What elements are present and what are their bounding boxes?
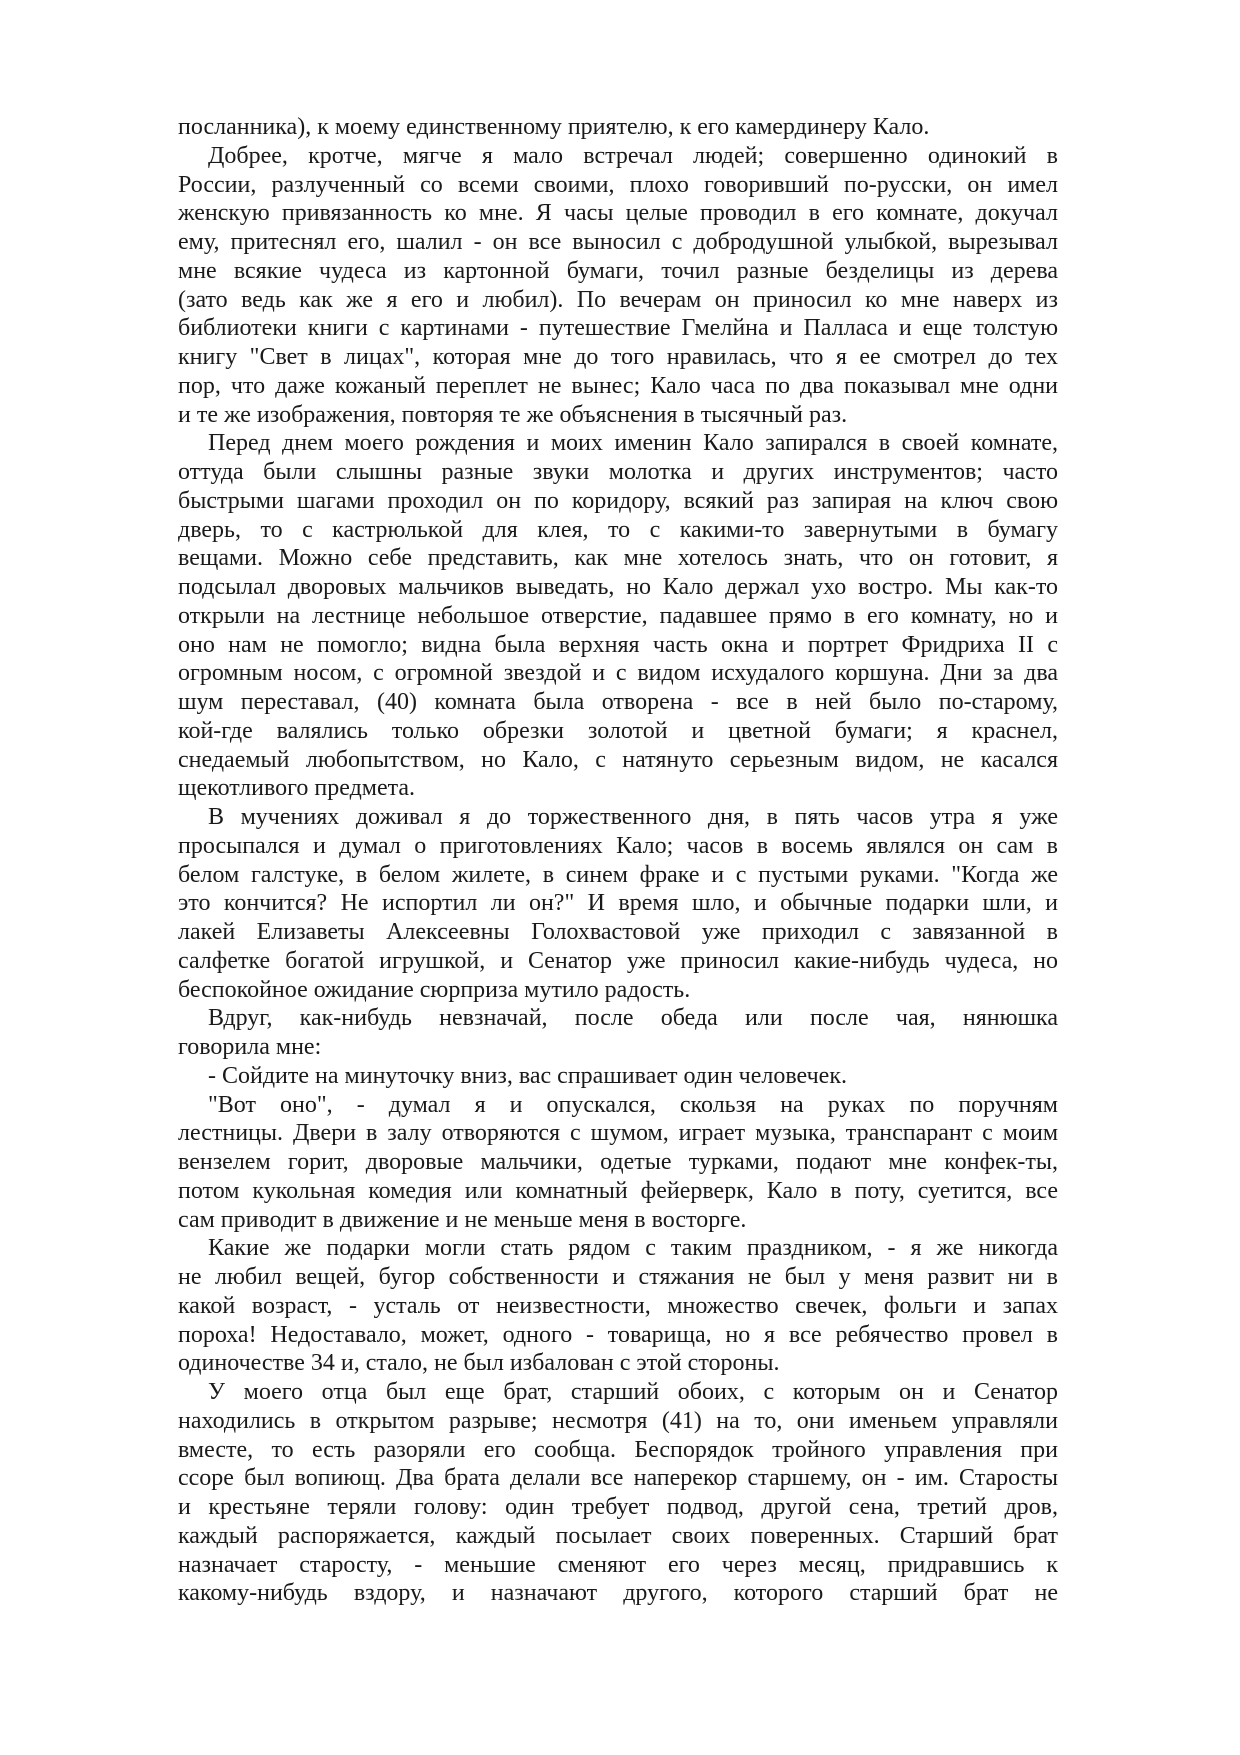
paragraph — [178, 1062, 1058, 1091]
text-line: женскую привязанность ко мне. Я часы целые проводил в его комнате, докучал — [178, 200, 1058, 227]
text-line: книгу "Свет в лицах", которая мне до того нравилась, что я ее смотрел до тех — [178, 344, 1058, 370]
text-line: не любил вещей, бугор собственности и стяжания не был у меня развит ни в — [178, 1264, 1058, 1290]
text-line: каждый распоряжается, каждый посылает своих поверенных. Старший брат — [178, 1522, 1058, 1549]
text-line: Вдруг, как-нибудь невзначай, после обеда или после чая, нянюшка — [208, 1005, 1058, 1032]
paragraph — [178, 1004, 1058, 1062]
text-line: ему, притеснял его, шалил - он все выносил с добродушной улыбкой, вырезывал — [178, 229, 1058, 255]
text-line: лакей Елизаветы Алексеевны Голохвастовой уже приходил с завязанной в — [178, 919, 1058, 945]
text-line: В мучениях доживал я до торжественного дня, в пять часов утра я уже — [208, 804, 1058, 830]
text-line: У моего отца был еще брат, старший обоих, с которым он и Сенатор — [208, 1379, 1058, 1405]
text-line: салфетке богатой игрушкой, и Сенатор уже приносил какие-нибудь чудеса, но — [178, 947, 1058, 974]
text-line: снедаемый любопытством, но Кало, с натянуто серьезным видом, не касался — [178, 746, 1058, 773]
text-line: вензелем горит, дворовые мальчики, одетые турками, подают мне конфек-ты, — [178, 1149, 1058, 1175]
text-line: находились в открытом разрыве; несмотря (41) на то, они именьем управляли — [178, 1407, 1058, 1434]
text-line: беспокойное ожидание сюрприза мутило радость. — [178, 976, 691, 1003]
body-text — [178, 113, 1058, 1608]
paragraph — [178, 142, 1058, 430]
text-line: вместе, то есть разоряли его сообща. Беспорядок тройного управления при — [178, 1436, 1058, 1463]
text-line: пор, что даже кожаный переплет не вынес; Кало часа по два показывал мне одни — [178, 372, 1058, 399]
paragraph — [178, 1091, 1058, 1235]
paragraph — [178, 1378, 1058, 1608]
text-line: и крестьяне теряли голову: один требует подвод, другой сена, третий дров, — [178, 1494, 1058, 1520]
text-line: щекотливого предмета. — [178, 775, 416, 802]
text-line: сам приводит в движение и не меньше меня в восторге. — [178, 1206, 747, 1233]
text-line: оно нам не помогло; видна была верхняя часть окна и портрет Фридриха II с — [178, 631, 1058, 658]
text-line: (зато ведь как же я его и любил). По вечерам он приносил ко мне наверх из — [178, 286, 1058, 313]
paragraph — [178, 429, 1058, 803]
text-line: Добрее, кротче, мягче я мало встречал людей; совершенно одинокий в — [208, 142, 1058, 169]
text-line: "Вот оно", - думал я и опускался, скользя на руках по поручням — [208, 1091, 1058, 1118]
text-line: назначает старосту, - меньшие сменяют его через месяц, придравшись к — [178, 1551, 1058, 1578]
text-line: Какие же подарки могли стать рядом с таким праздником, - я же никогда — [208, 1235, 1058, 1262]
text-line: Перед днем моего рождения и моих именин Кало запирался в своей комнате, — [208, 430, 1058, 457]
text-line: оттуда были слышны разные звуки молотка и других инструментов; часто — [178, 459, 1058, 485]
paragraph — [178, 803, 1058, 1004]
text-line: какой возраст, - усталь от неизвестности, множество свечек, фольги и запах — [178, 1292, 1058, 1319]
text-line: - Сойдите на минуточку вниз, вас спрашивает один человечек. — [208, 1062, 847, 1089]
text-line: какому-нибудь вздору, и назначают другого, которого старший брат не — [178, 1580, 1058, 1607]
text-line: вещами. Можно себе представить, как мне хотелось знать, что он готовит, я — [178, 545, 1058, 572]
text-line: говорила мне: — [178, 1034, 322, 1060]
text-line: России, разлученный со всеми своими, плохо говоривший по-русски, он имел — [178, 171, 1058, 198]
text-line: потом кукольная комедия или комнатный фейерверк, Кало в поту, суетится, все — [178, 1177, 1058, 1204]
text-line: лестницы. Двери в залу отворяются с шумом, играет музыка, транспарант с моим — [178, 1120, 1058, 1147]
text-line: огромным носом, с огромной звездой и с видом исхудалого коршуна. Дни за два — [178, 660, 1058, 687]
text-line: быстрыми шагами проходил он по коридору, всякий раз запирая на ключ свою — [178, 487, 1058, 514]
text-line: дверь, то с кастрюлькой для клея, то с какими-то завернутыми в бумагу — [178, 516, 1058, 543]
text-line: шум переставал, (40) комната была отворена - все в ней было по-старому, — [178, 689, 1058, 715]
text-line: библиотеки книги с картинами - путешествие Гмелйна и Палласа и еще толстую — [178, 315, 1058, 342]
text-line: подсылал дворовых мальчиков выведать, но Кало держал ухо востро. Мы как-то — [178, 574, 1058, 600]
paragraph — [178, 1234, 1058, 1378]
text-line: посланника), к моему единственному приятелю, к его камердинеру Кало. — [178, 114, 930, 140]
paragraph — [178, 113, 1058, 142]
text-line: одиночестве 34 и, стало, не был избалован с этой стороны. — [178, 1350, 780, 1377]
text-line: просыпался и думал о приготовлениях Кало; часов в восемь являлся он сам в — [178, 832, 1058, 859]
text-line: белом галстуке, в белом жилете, в синем фраке и с пустыми руками. "Когда же — [178, 861, 1058, 888]
text-line: ссоре был вопиющ. Два брата делали все наперекор старшему, он - им. Старосты — [178, 1465, 1058, 1492]
text-line: и те же изображения, повторяя те же объяснения в тысячный раз. — [178, 401, 848, 428]
text-line: открыли на лестнице небольшое отверстие, падавшее прямо в его комнату, но и — [178, 602, 1058, 629]
text-line: пороха! Недоставало, может, одного - товарища, но я все ребячество провел в — [178, 1321, 1058, 1348]
text-line: мне всякие чудеса из картонной бумаги, точил разные безделицы из дерева — [178, 257, 1058, 284]
text-line: это кончится? Не испортил ли он?" И время шло, и обычные подарки шли, и — [178, 890, 1058, 917]
text-line: кой-где валялись только обрезки золотой и цветной бумаги; я краснел, — [178, 717, 1058, 744]
